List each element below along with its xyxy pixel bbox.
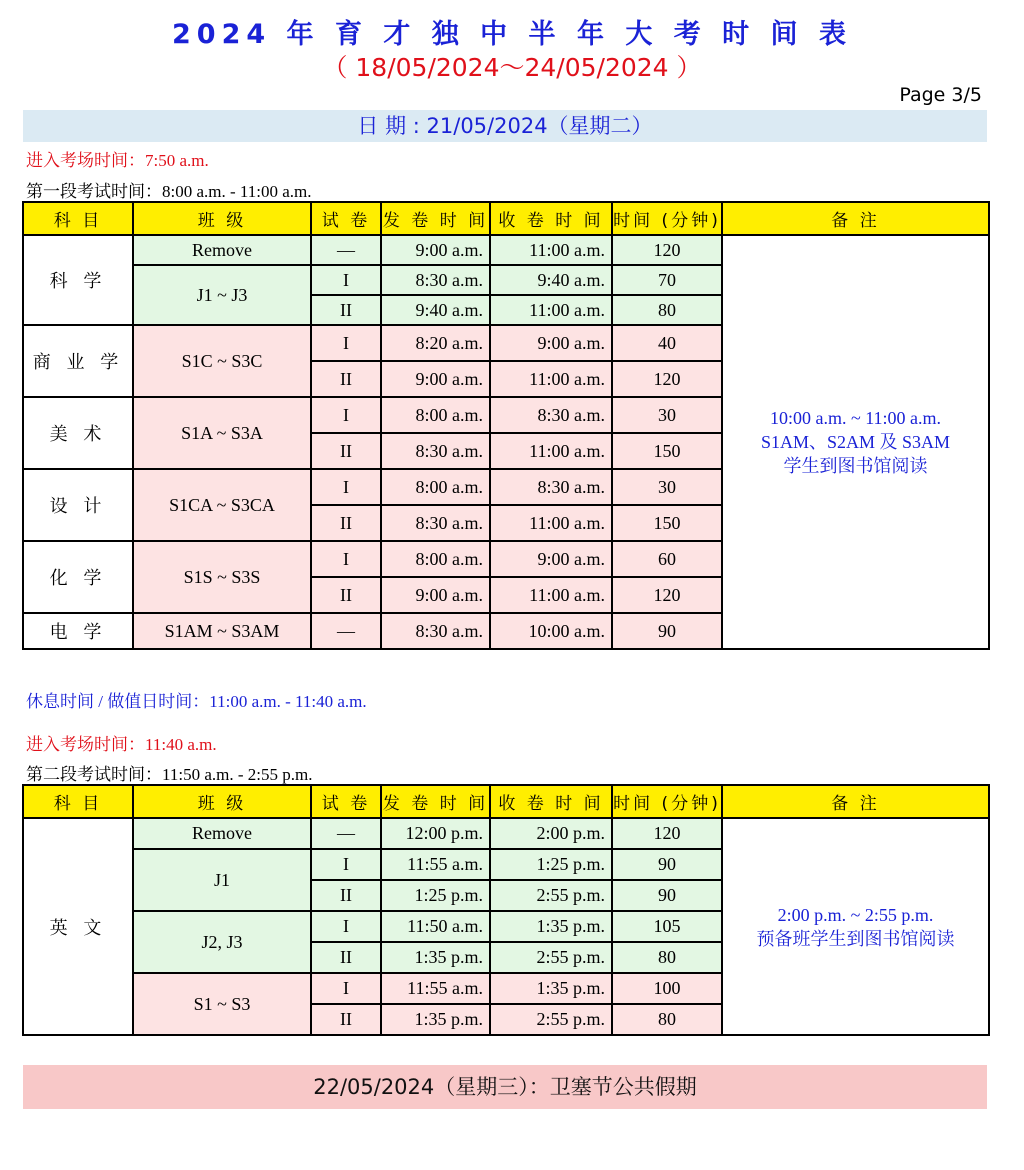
- remark-line: 预备班学生到图书馆阅读: [756, 928, 955, 949]
- minutes-cell: 60: [612, 541, 722, 577]
- end-cell: 2:55 p.m.: [490, 880, 612, 911]
- paper-cell: —: [311, 235, 381, 265]
- subject-cell: 英 文: [23, 818, 133, 1035]
- minutes-cell: 120: [612, 361, 722, 397]
- end-cell: 9:00 a.m.: [490, 325, 612, 361]
- paper-cell: II: [311, 880, 381, 911]
- end-cell: 11:00 a.m.: [490, 361, 612, 397]
- start-cell: 11:55 a.m.: [381, 849, 490, 880]
- end-cell: 10:00 a.m.: [490, 613, 612, 649]
- paper-cell: II: [311, 295, 381, 325]
- subject-cell: 科 学: [23, 235, 133, 325]
- minutes-cell: 120: [612, 818, 722, 849]
- minutes-cell: 90: [612, 613, 722, 649]
- header-start-time: 发 卷 时 间: [381, 202, 490, 235]
- header-start-time: 发 卷 时 间: [381, 785, 490, 818]
- header-remarks: 备 注: [722, 202, 989, 235]
- header-end-time: 收 卷 时 间: [490, 202, 612, 235]
- subject-cell: 设 计: [23, 469, 133, 541]
- minutes-cell: 150: [612, 505, 722, 541]
- table-row: [23, 818, 989, 849]
- start-cell: 8:30 a.m.: [381, 265, 490, 295]
- session2-entry-time: 进入考场时间：11:40 a.m.: [26, 735, 217, 754]
- end-cell: 1:35 p.m.: [490, 911, 612, 942]
- start-cell: 9:40 a.m.: [381, 295, 490, 325]
- class-cell: S1C ~ S3C: [133, 325, 311, 397]
- class-cell: S1 ~ S3: [133, 973, 311, 1035]
- remark-cell: [722, 235, 989, 649]
- minutes-cell: 100: [612, 973, 722, 1004]
- end-cell: 2:00 p.m.: [490, 818, 612, 849]
- session1-entry-time: 进入考场时间：7:50 a.m.: [26, 151, 209, 170]
- start-cell: 8:30 a.m.: [381, 505, 490, 541]
- minutes-cell: 30: [612, 397, 722, 433]
- paper-cell: II: [311, 505, 381, 541]
- class-cell: S1S ~ S3S: [133, 541, 311, 613]
- class-cell: J1 ~ J3: [133, 265, 311, 325]
- session1-table: [22, 201, 990, 650]
- start-cell: 8:30 a.m.: [381, 433, 490, 469]
- minutes-cell: 150: [612, 433, 722, 469]
- header-paper: 试 卷: [311, 785, 381, 818]
- start-cell: 8:00 a.m.: [381, 397, 490, 433]
- end-cell: 11:00 a.m.: [490, 295, 612, 325]
- end-cell: 1:25 p.m.: [490, 849, 612, 880]
- end-cell: 2:55 p.m.: [490, 942, 612, 973]
- session1-exam-time: 第一段考试时间：8:00 a.m. - 11:00 a.m.: [26, 182, 312, 201]
- class-cell: J2, J3: [133, 911, 311, 973]
- header-subject: 科 目: [23, 785, 133, 818]
- end-cell: 11:00 a.m.: [490, 433, 612, 469]
- paper-cell: I: [311, 325, 381, 361]
- minutes-cell: 80: [612, 1004, 722, 1035]
- header-subject: 科 目: [23, 202, 133, 235]
- header-class: 班 级: [133, 785, 311, 818]
- class-cell: S1A ~ S3A: [133, 397, 311, 469]
- minutes-cell: 80: [612, 942, 722, 973]
- start-cell: 9:00 a.m.: [381, 235, 490, 265]
- end-cell: 11:00 a.m.: [490, 235, 612, 265]
- end-cell: 1:35 p.m.: [490, 973, 612, 1004]
- header-duration: 时间 (分钟): [612, 202, 722, 235]
- date-band: 日 期 : 21/05/2024（星期二）: [23, 110, 987, 142]
- start-cell: 12:00 p.m.: [381, 818, 490, 849]
- remark-line: 2:00 p.m. ~ 2:55 p.m.: [777, 904, 934, 925]
- header-remarks: 备 注: [722, 785, 989, 818]
- start-cell: 9:00 a.m.: [381, 577, 490, 613]
- paper-cell: II: [311, 1004, 381, 1035]
- table-header-row: [23, 785, 989, 818]
- start-cell: 8:30 a.m.: [381, 613, 490, 649]
- remark-cell: [722, 818, 989, 1035]
- paper-cell: I: [311, 541, 381, 577]
- paper-cell: I: [311, 849, 381, 880]
- header-paper: 试 卷: [311, 202, 381, 235]
- end-cell: 11:00 a.m.: [490, 577, 612, 613]
- end-cell: 9:00 a.m.: [490, 541, 612, 577]
- minutes-cell: 40: [612, 325, 722, 361]
- minutes-cell: 90: [612, 880, 722, 911]
- start-cell: 8:20 a.m.: [381, 325, 490, 361]
- minutes-cell: 120: [612, 235, 722, 265]
- end-cell: 2:55 p.m.: [490, 1004, 612, 1035]
- subject-cell: 化 学: [23, 541, 133, 613]
- paper-cell: I: [311, 265, 381, 295]
- paper-cell: I: [311, 973, 381, 1004]
- paper-cell: II: [311, 942, 381, 973]
- start-cell: 11:50 a.m.: [381, 911, 490, 942]
- paper-cell: II: [311, 577, 381, 613]
- session2-exam-time: 第二段考试时间：11:50 a.m. - 2:55 p.m.: [26, 765, 313, 784]
- class-cell: S1CA ~ S3CA: [133, 469, 311, 541]
- start-cell: 8:00 a.m.: [381, 541, 490, 577]
- class-cell: Remove: [133, 235, 311, 265]
- class-cell: J1: [133, 849, 311, 911]
- minutes-cell: 70: [612, 265, 722, 295]
- end-cell: 8:30 a.m.: [490, 397, 612, 433]
- paper-cell: I: [311, 469, 381, 505]
- document-title: 2024 年 育 才 独 中 半 年 大 考 时 间 表: [172, 19, 852, 50]
- remark-line: 学生到图书馆阅读: [783, 456, 928, 476]
- class-cell: S1AM ~ S3AM: [133, 613, 311, 649]
- minutes-cell: 120: [612, 577, 722, 613]
- paper-cell: —: [311, 613, 381, 649]
- minutes-cell: 80: [612, 295, 722, 325]
- start-cell: 1:25 p.m.: [381, 880, 490, 911]
- minutes-cell: 105: [612, 911, 722, 942]
- start-cell: 9:00 a.m.: [381, 361, 490, 397]
- header-end-time: 收 卷 时 间: [490, 785, 612, 818]
- start-cell: 1:35 p.m.: [381, 942, 490, 973]
- table-row: [23, 235, 989, 265]
- remark-line: S1AM、S2AM 及 S3AM: [760, 432, 951, 452]
- session2-table: [22, 784, 990, 1036]
- end-cell: 11:00 a.m.: [490, 505, 612, 541]
- paper-cell: I: [311, 397, 381, 433]
- header-class: 班 级: [133, 202, 311, 235]
- paper-cell: II: [311, 361, 381, 397]
- subject-cell: 商 业 学: [23, 325, 133, 397]
- start-cell: 8:00 a.m.: [381, 469, 490, 505]
- paper-cell: I: [311, 911, 381, 942]
- start-cell: 1:35 p.m.: [381, 1004, 490, 1035]
- holiday-band: 22/05/2024（星期三）：卫塞节公共假期: [23, 1065, 987, 1109]
- start-cell: 11:55 a.m.: [381, 973, 490, 1004]
- subject-cell: 电 学: [23, 613, 133, 649]
- end-cell: 9:40 a.m.: [490, 265, 612, 295]
- page-number: Page 3/5: [899, 84, 982, 106]
- minutes-cell: 90: [612, 849, 722, 880]
- exam-period: （ 18/05/2024～24/05/2024 ）: [322, 53, 702, 82]
- paper-cell: —: [311, 818, 381, 849]
- remark-line: 10:00 a.m. ~ 11:00 a.m.: [769, 408, 942, 428]
- table-header-row: [23, 202, 989, 235]
- minutes-cell: 30: [612, 469, 722, 505]
- subject-cell: 美 术: [23, 397, 133, 469]
- end-cell: 8:30 a.m.: [490, 469, 612, 505]
- break-time: 休息时间 / 做值日时间：11:00 a.m. - 11:40 a.m.: [26, 692, 367, 711]
- header-duration: 时间 (分钟): [612, 785, 722, 818]
- class-cell: Remove: [133, 818, 311, 849]
- paper-cell: II: [311, 433, 381, 469]
